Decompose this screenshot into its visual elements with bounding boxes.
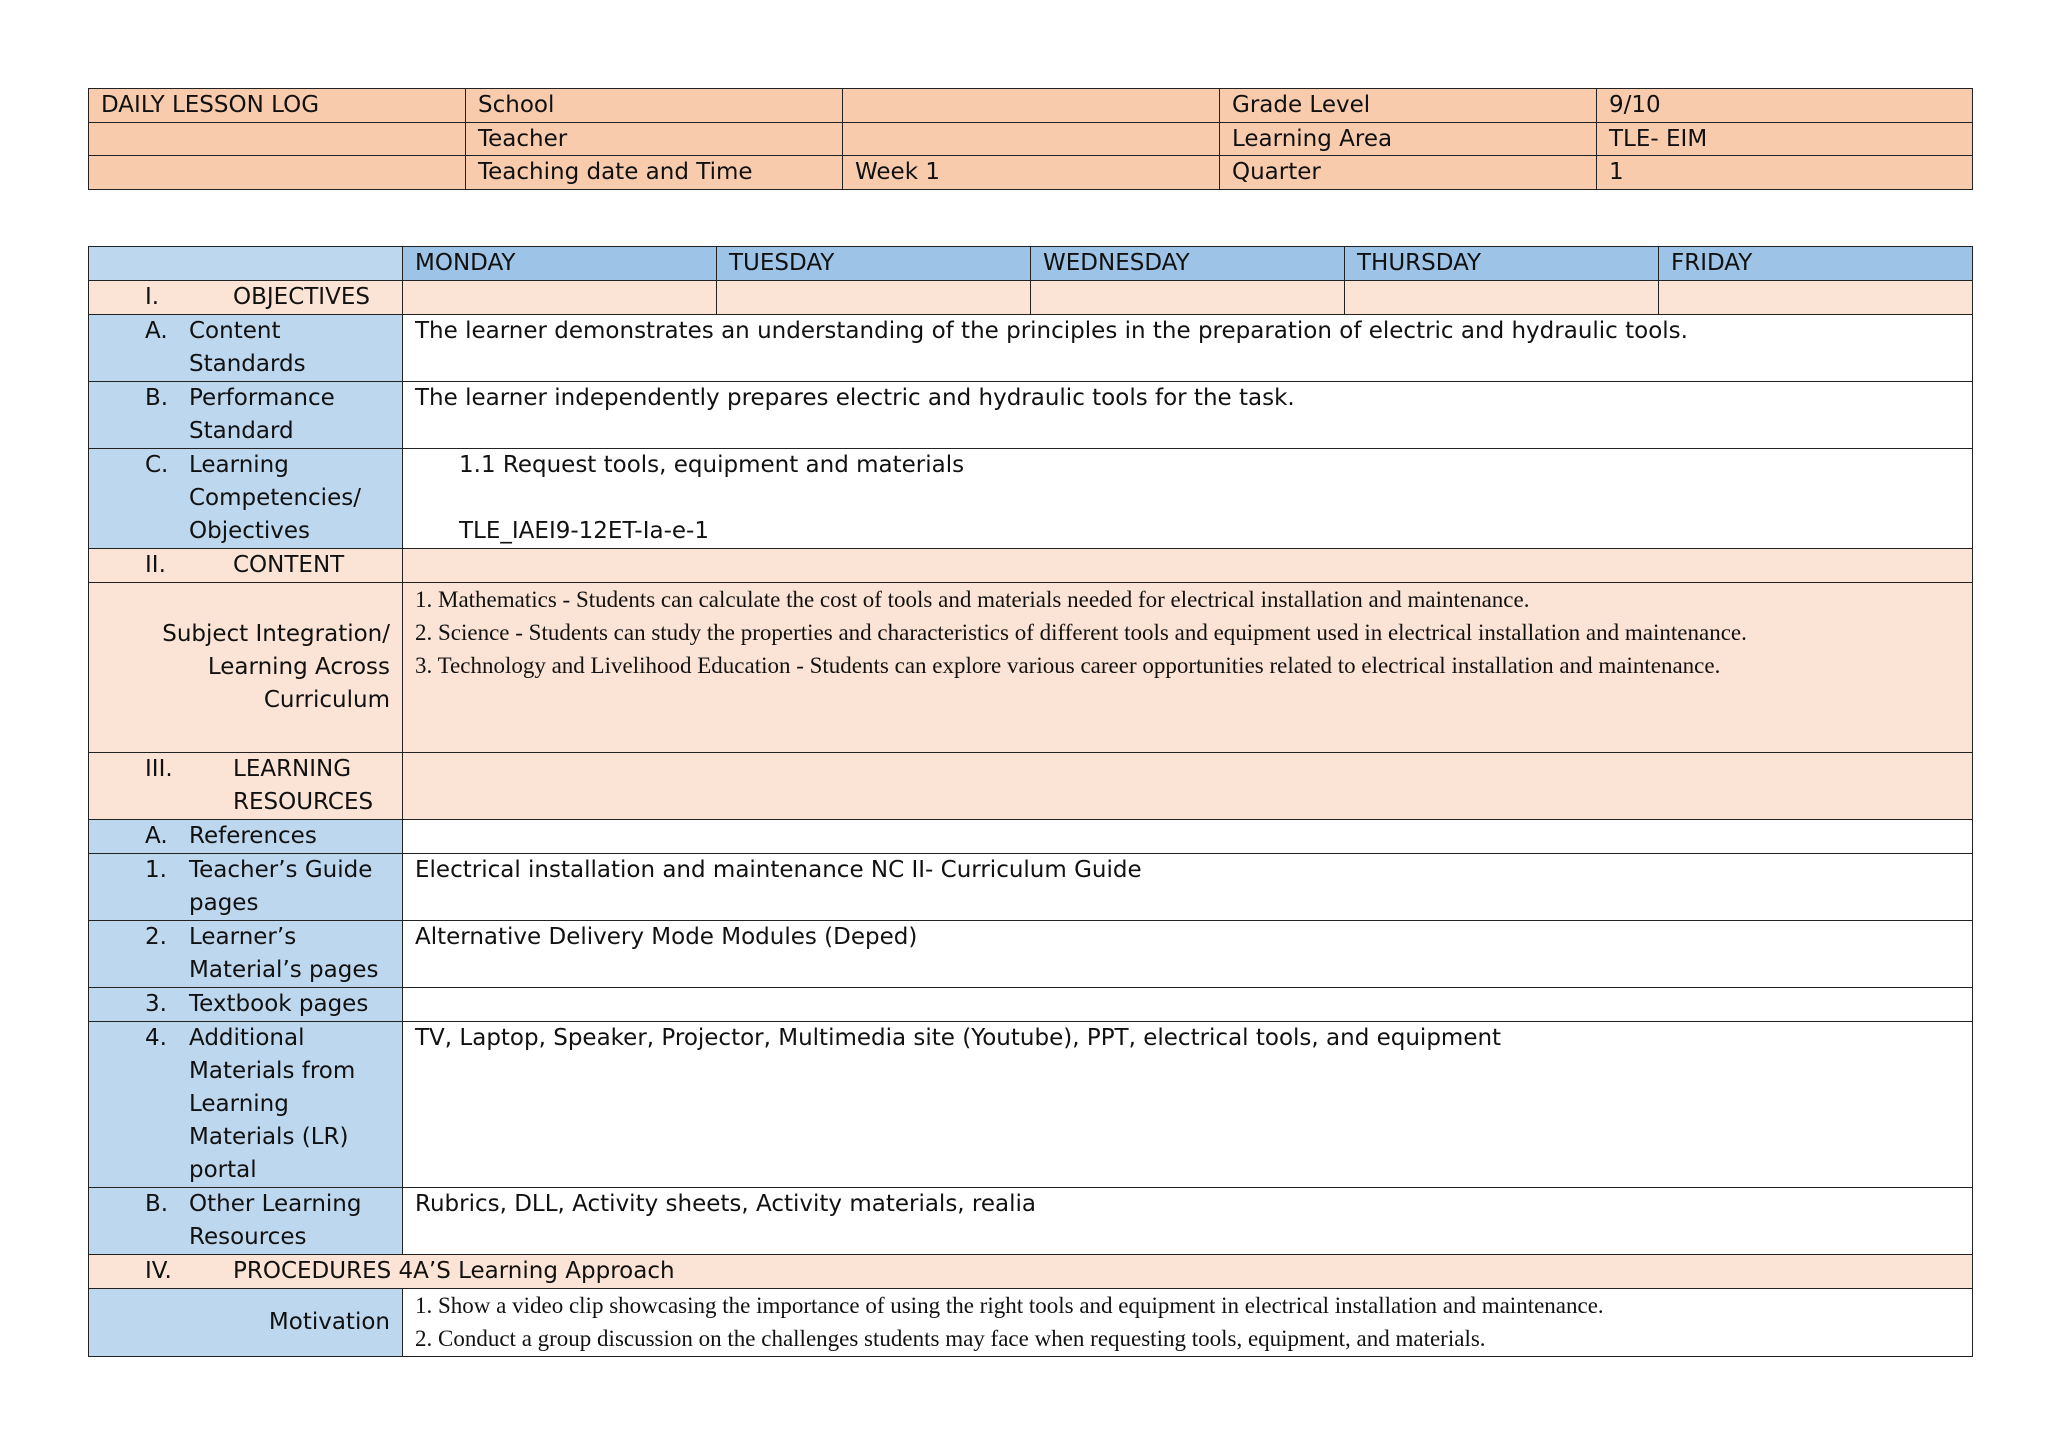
- motivation-item: 1. Show a video clip showcasing the importance of using the right tools and equipment in electrical installation and maintenance.: [415, 1293, 1604, 1318]
- competencies-label: [89, 449, 403, 549]
- section-number: IV.: [145, 1258, 172, 1284]
- day-header-tuesday: TUESDAY: [717, 247, 1031, 281]
- content-label: [89, 549, 403, 583]
- day-header-friday: FRIDAY: [1659, 247, 1973, 281]
- header-row: [89, 156, 1973, 190]
- section-title: LEARNING RESOURCES: [233, 756, 374, 815]
- integration-row: [89, 583, 1973, 753]
- teachers-guide-text: Electrical installation and maintenance NC II- Curriculum Guide: [403, 854, 1973, 921]
- other-resources-label: [89, 1188, 403, 1255]
- lesson-log-header-table: [88, 88, 1973, 190]
- item-label: Teacher’s Guide pages: [189, 857, 373, 916]
- item-number: B.: [145, 385, 169, 411]
- content-cell: [403, 549, 1973, 583]
- item-number: C.: [145, 452, 169, 478]
- resources-row: [89, 753, 1973, 820]
- references-cell: [403, 820, 1973, 854]
- days-row: [89, 247, 1973, 281]
- other-resources-text: Rubrics, DLL, Activity sheets, Activity materials, realia: [403, 1188, 1973, 1255]
- item-label: Learner’s Material’s pages: [189, 924, 379, 983]
- header-cell: [843, 122, 1220, 156]
- integration-label: Subject Integration/ Learning Across Curriculum: [89, 583, 403, 753]
- header-cell: TLE- EIM: [1597, 122, 1973, 156]
- header-cell: 9/10: [1597, 89, 1973, 123]
- item-number: 3.: [145, 991, 167, 1017]
- header-cell: [843, 89, 1220, 123]
- learners-material-label: [89, 921, 403, 988]
- header-cell: Grade Level: [1220, 89, 1597, 123]
- content-standards-label: [89, 315, 403, 382]
- item-number: B.: [145, 1191, 169, 1217]
- content-standards-row: [89, 315, 1973, 382]
- procedures-row: [89, 1255, 1973, 1289]
- performance-standard-row: [89, 382, 1973, 449]
- header-cell: [89, 122, 466, 156]
- section-number: II.: [145, 552, 166, 578]
- item-label: Textbook pages: [189, 991, 369, 1017]
- header-cell: Teaching date and Time: [466, 156, 843, 190]
- day-cell: [1345, 281, 1659, 315]
- item-number: 1.: [145, 857, 167, 883]
- content-row: [89, 549, 1973, 583]
- competencies-row: [89, 449, 1973, 549]
- objectives-row: [89, 281, 1973, 315]
- header-cell: School: [466, 89, 843, 123]
- procedures-label: [89, 1255, 1973, 1289]
- textbook-label: [89, 988, 403, 1022]
- item-label: Content Standards: [189, 318, 306, 377]
- references-label: [89, 820, 403, 854]
- motivation-content: [403, 1289, 1973, 1357]
- teachers-guide-label: [89, 854, 403, 921]
- competencies-content: [403, 449, 1973, 549]
- day-header-thursday: THURSDAY: [1345, 247, 1659, 281]
- header-cell: Teacher: [466, 122, 843, 156]
- motivation-item: 2. Conduct a group discussion on the challenges students may face when requesting tools, equipment, and materials.: [415, 1326, 1486, 1351]
- learners-material-row: [89, 921, 1973, 988]
- item-label: Learning Competencies/ Objectives: [189, 452, 361, 544]
- performance-standard-text: The learner independently prepares electric and hydraulic tools for the task.: [403, 382, 1973, 449]
- learners-material-text: Alternative Delivery Mode Modules (Deped): [403, 921, 1973, 988]
- header-cell: 1: [1597, 156, 1973, 190]
- header-row: [89, 122, 1973, 156]
- section-title: PROCEDURES 4A’S Learning Approach: [233, 1258, 675, 1284]
- references-row: [89, 820, 1973, 854]
- day-cell: [1659, 281, 1973, 315]
- day-cell: [717, 281, 1031, 315]
- integration-item: 3. Technology and Livelihood Education - Students can explore various career opportunities related to electrical installation and maintenance.: [415, 653, 1721, 678]
- item-number: A.: [145, 823, 168, 849]
- lesson-plan-table: [88, 246, 1973, 1357]
- day-cell: [403, 281, 717, 315]
- header-cell: Quarter: [1220, 156, 1597, 190]
- day-cell: [1031, 281, 1345, 315]
- integration-content: [403, 583, 1973, 753]
- corner-cell: [89, 247, 403, 281]
- additional-materials-text: TV, Laptop, Speaker, Projector, Multimedia site (Youtube), PPT, electrical tools, and equipment: [403, 1022, 1973, 1188]
- objectives-label: [89, 281, 403, 315]
- textbook-text: [403, 988, 1973, 1022]
- other-resources-row: [89, 1188, 1973, 1255]
- item-number: 4.: [145, 1025, 167, 1051]
- header-cell: DAILY LESSON LOG: [89, 89, 466, 123]
- header-cell: Week 1: [843, 156, 1220, 190]
- performance-standard-label: [89, 382, 403, 449]
- competency-text: 1.1 Request tools, equipment and materials: [459, 452, 965, 478]
- item-label: Additional Materials from Learning Materials (LR) portal: [189, 1025, 356, 1183]
- item-label: Performance Standard: [189, 385, 335, 444]
- section-title: CONTENT: [233, 552, 345, 578]
- resources-cell: [403, 753, 1973, 820]
- section-number: I.: [145, 284, 160, 310]
- additional-materials-row: [89, 1022, 1973, 1188]
- motivation-label: Motivation: [89, 1289, 403, 1357]
- header-cell: [89, 156, 466, 190]
- textbook-row: [89, 988, 1973, 1022]
- integration-item: 2. Science - Students can study the properties and characteristics of different tools and equipment used in electrical installation and maintenance.: [415, 620, 1747, 645]
- day-header-monday: MONDAY: [403, 247, 717, 281]
- integration-item: 1. Mathematics - Students can calculate the cost of tools and materials needed for electrical installation and maintenance.: [415, 587, 1530, 612]
- section-number: III.: [145, 756, 173, 782]
- item-label: References: [189, 823, 317, 849]
- header-row: [89, 89, 1973, 123]
- competency-code: TLE_IAEI9-12ET-Ia-e-1: [459, 518, 709, 544]
- resources-label: [89, 753, 403, 820]
- item-number: A.: [145, 318, 168, 344]
- teachers-guide-row: [89, 854, 1973, 921]
- item-number: 2.: [145, 924, 167, 950]
- content-standards-text: The learner demonstrates an understanding of the principles in the preparation of electric and hydraulic tools.: [403, 315, 1973, 382]
- day-header-wednesday: WEDNESDAY: [1031, 247, 1345, 281]
- section-title: OBJECTIVES: [233, 284, 370, 310]
- item-label: Other Learning Resources: [189, 1191, 362, 1250]
- additional-materials-label: [89, 1022, 403, 1188]
- motivation-row: [89, 1289, 1973, 1357]
- header-cell: Learning Area: [1220, 122, 1597, 156]
